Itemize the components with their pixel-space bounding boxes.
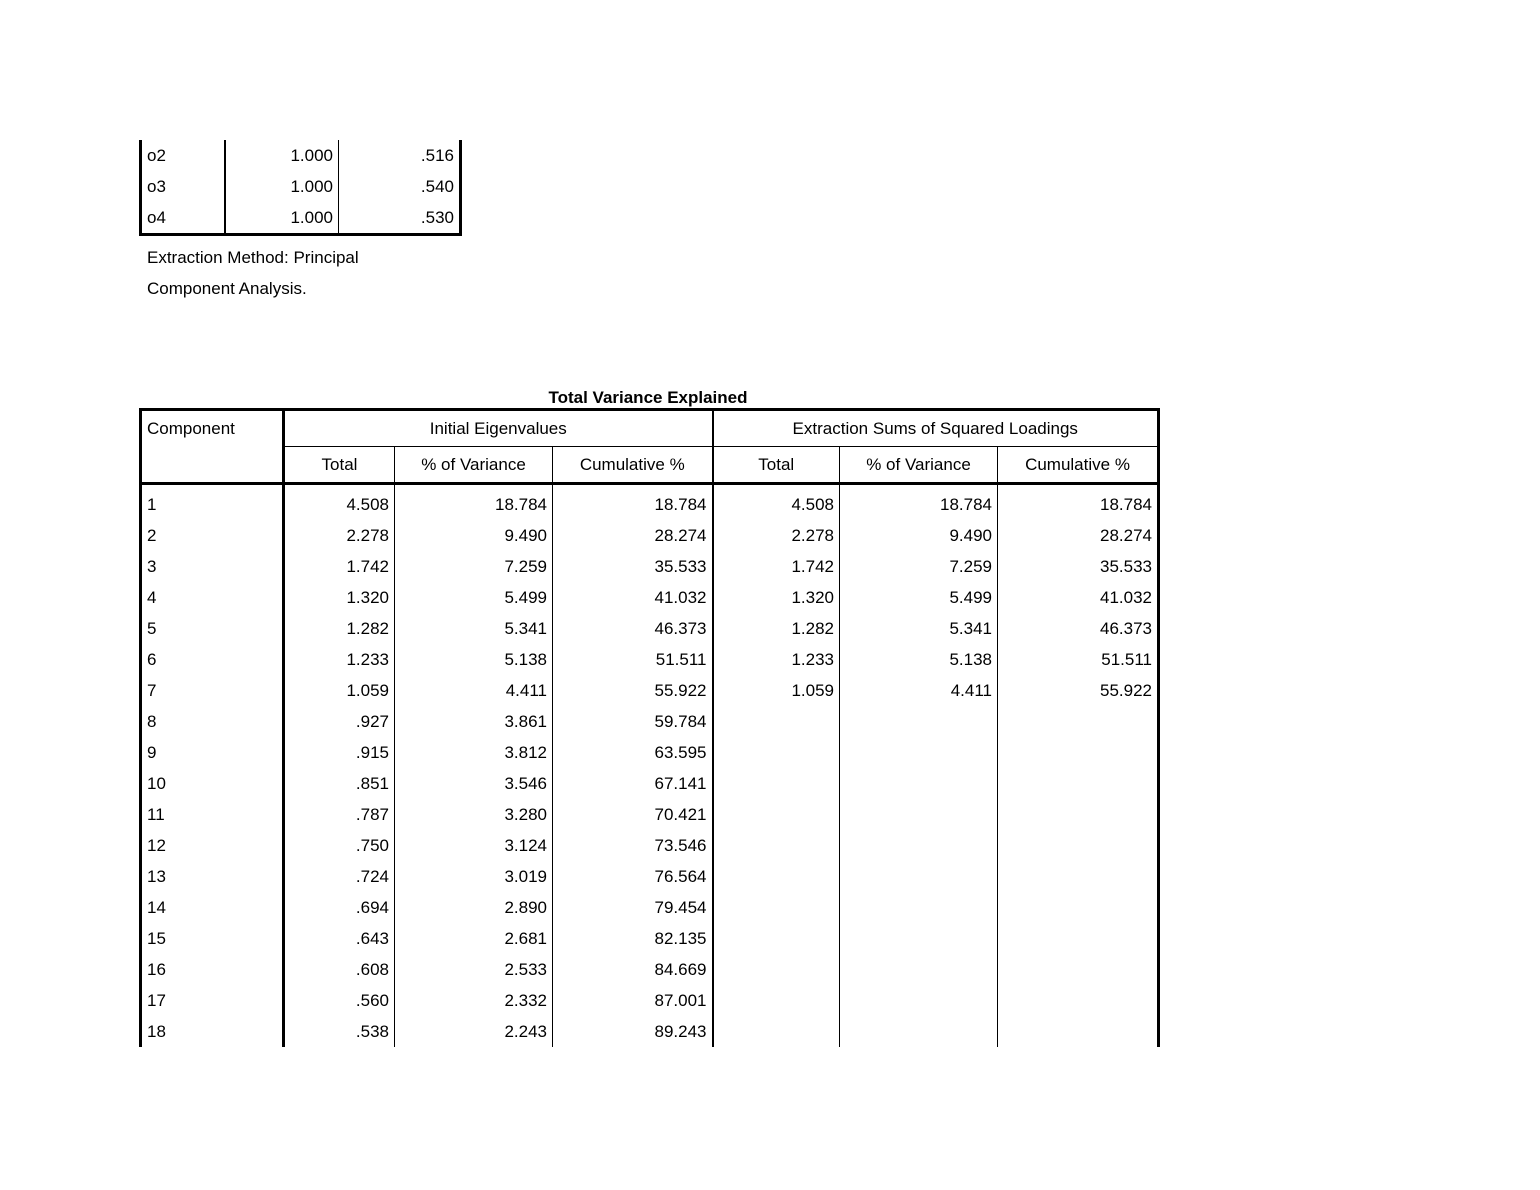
initial-total: .560 xyxy=(284,985,395,1016)
component-number: 10 xyxy=(141,768,284,799)
extraction-cumulative-pct xyxy=(998,706,1159,737)
initial-pct-variance: 2.890 xyxy=(395,892,553,923)
initial-cumulative-pct: 82.135 xyxy=(553,923,713,954)
initial-pct-variance: 3.280 xyxy=(395,799,553,830)
extraction-pct-variance xyxy=(840,954,998,985)
table-row xyxy=(141,830,1159,861)
initial-cumulative-pct: 28.274 xyxy=(553,520,713,551)
initial-pct-variance: 5.499 xyxy=(395,582,553,613)
total-variance-table xyxy=(139,408,1160,1047)
table-row xyxy=(141,202,461,235)
extraction-value: .516 xyxy=(339,140,461,171)
extraction-total xyxy=(713,954,840,985)
extraction-cumulative-pct: 18.784 xyxy=(998,484,1159,521)
extraction-total: 2.278 xyxy=(713,520,840,551)
extraction-cumulative-pct xyxy=(998,985,1159,1016)
component-number: 13 xyxy=(141,861,284,892)
initial-pct-variance: 3.019 xyxy=(395,861,553,892)
extraction-pct-variance xyxy=(840,923,998,954)
component-number: 4 xyxy=(141,582,284,613)
extraction-method-footnote-line1: Extraction Method: Principal xyxy=(147,248,359,267)
initial-pct-variance: 2.533 xyxy=(395,954,553,985)
initial-total: 2.278 xyxy=(284,520,395,551)
component-number: 5 xyxy=(141,613,284,644)
component-header: Component xyxy=(141,410,284,484)
initial-total: .608 xyxy=(284,954,395,985)
initial-total: .927 xyxy=(284,706,395,737)
table-row xyxy=(141,551,1159,582)
extraction-cumulative-pct: 51.511 xyxy=(998,644,1159,675)
initial-total: .851 xyxy=(284,768,395,799)
table-row xyxy=(141,484,1159,521)
extraction-pct-variance xyxy=(840,892,998,923)
initial-pct-variance: 18.784 xyxy=(395,484,553,521)
table-row xyxy=(141,954,1159,985)
initial-cumulative-pct: 76.564 xyxy=(553,861,713,892)
column-header: % of Variance xyxy=(395,447,553,484)
initial-pct-variance: 3.546 xyxy=(395,768,553,799)
initial-pct-variance: 4.411 xyxy=(395,675,553,706)
initial-pct-variance: 3.812 xyxy=(395,737,553,768)
extraction-value: .540 xyxy=(339,171,461,202)
extraction-total: 1.282 xyxy=(713,613,840,644)
initial-pct-variance: 5.341 xyxy=(395,613,553,644)
extraction-total: 1.059 xyxy=(713,675,840,706)
table-title: Total Variance Explained xyxy=(548,388,748,407)
initial-total: .787 xyxy=(284,799,395,830)
table-row xyxy=(141,892,1159,923)
extraction-pct-variance xyxy=(840,830,998,861)
initial-value: 1.000 xyxy=(225,140,339,171)
extraction-pct-variance xyxy=(840,985,998,1016)
extraction-pct-variance: 18.784 xyxy=(840,484,998,521)
initial-cumulative-pct: 87.001 xyxy=(553,985,713,1016)
initial-eigenvalues-header: Initial Eigenvalues xyxy=(284,410,713,447)
extraction-total xyxy=(713,737,840,768)
extraction-cumulative-pct: 46.373 xyxy=(998,613,1159,644)
extraction-total xyxy=(713,799,840,830)
initial-cumulative-pct: 59.784 xyxy=(553,706,713,737)
initial-pct-variance: 2.332 xyxy=(395,985,553,1016)
initial-total: 1.320 xyxy=(284,582,395,613)
table-row xyxy=(141,706,1159,737)
table-row xyxy=(141,613,1159,644)
extraction-total xyxy=(713,985,840,1016)
initial-cumulative-pct: 35.533 xyxy=(553,551,713,582)
table-row xyxy=(141,861,1159,892)
extraction-total: 1.320 xyxy=(713,582,840,613)
initial-pct-variance: 2.243 xyxy=(395,1016,553,1047)
extraction-pct-variance: 5.138 xyxy=(840,644,998,675)
initial-total: .724 xyxy=(284,861,395,892)
extraction-pct-variance xyxy=(840,706,998,737)
extraction-pct-variance: 5.341 xyxy=(840,613,998,644)
extraction-cumulative-pct xyxy=(998,737,1159,768)
component-number: 2 xyxy=(141,520,284,551)
initial-cumulative-pct: 18.784 xyxy=(553,484,713,521)
initial-cumulative-pct: 70.421 xyxy=(553,799,713,830)
component-number: 18 xyxy=(141,1016,284,1047)
extraction-total xyxy=(713,861,840,892)
initial-total: .915 xyxy=(284,737,395,768)
extraction-total xyxy=(713,706,840,737)
initial-cumulative-pct: 55.922 xyxy=(553,675,713,706)
extraction-pct-variance xyxy=(840,737,998,768)
initial-total: .750 xyxy=(284,830,395,861)
table-row xyxy=(141,985,1159,1016)
extraction-method-footnote-line2: Component Analysis. xyxy=(147,279,307,298)
extraction-total: 4.508 xyxy=(713,484,840,521)
table-row xyxy=(141,171,461,202)
table-row xyxy=(141,1016,1159,1047)
table-row xyxy=(141,582,1159,613)
extraction-total xyxy=(713,923,840,954)
table-body xyxy=(141,484,1159,1048)
extraction-pct-variance xyxy=(840,799,998,830)
component-number: 15 xyxy=(141,923,284,954)
initial-cumulative-pct: 84.669 xyxy=(553,954,713,985)
component-number: 1 xyxy=(141,484,284,521)
row-label: o2 xyxy=(141,140,226,171)
extraction-cumulative-pct: 35.533 xyxy=(998,551,1159,582)
initial-pct-variance: 3.861 xyxy=(395,706,553,737)
table-row xyxy=(141,644,1159,675)
component-number: 3 xyxy=(141,551,284,582)
component-number: 17 xyxy=(141,985,284,1016)
initial-cumulative-pct: 41.032 xyxy=(553,582,713,613)
initial-pct-variance: 2.681 xyxy=(395,923,553,954)
column-header: Total xyxy=(713,447,840,484)
extraction-total xyxy=(713,1016,840,1047)
table-row xyxy=(141,799,1159,830)
initial-value: 1.000 xyxy=(225,202,339,235)
initial-cumulative-pct: 89.243 xyxy=(553,1016,713,1047)
extraction-cumulative-pct xyxy=(998,799,1159,830)
extraction-pct-variance: 9.490 xyxy=(840,520,998,551)
initial-total: 4.508 xyxy=(284,484,395,521)
column-header: % of Variance xyxy=(840,447,998,484)
communalities-table xyxy=(139,140,462,236)
component-number: 16 xyxy=(141,954,284,985)
component-number: 14 xyxy=(141,892,284,923)
table-row xyxy=(141,675,1159,706)
component-number: 8 xyxy=(141,706,284,737)
initial-pct-variance: 3.124 xyxy=(395,830,553,861)
initial-pct-variance: 5.138 xyxy=(395,644,553,675)
initial-total: .538 xyxy=(284,1016,395,1047)
extraction-pct-variance xyxy=(840,768,998,799)
extraction-pct-variance xyxy=(840,861,998,892)
initial-total: 1.233 xyxy=(284,644,395,675)
extraction-cumulative-pct xyxy=(998,1016,1159,1047)
component-number: 11 xyxy=(141,799,284,830)
table-row xyxy=(141,768,1159,799)
initial-total: 1.059 xyxy=(284,675,395,706)
initial-value: 1.000 xyxy=(225,171,339,202)
extraction-pct-variance: 4.411 xyxy=(840,675,998,706)
component-number: 7 xyxy=(141,675,284,706)
initial-pct-variance: 7.259 xyxy=(395,551,553,582)
initial-cumulative-pct: 67.141 xyxy=(553,768,713,799)
extraction-pct-variance: 7.259 xyxy=(840,551,998,582)
extraction-loadings-header: Extraction Sums of Squared Loadings xyxy=(713,410,1159,447)
extraction-cumulative-pct xyxy=(998,954,1159,985)
extraction-cumulative-pct xyxy=(998,768,1159,799)
extraction-cumulative-pct xyxy=(998,923,1159,954)
component-number: 12 xyxy=(141,830,284,861)
initial-total: 1.742 xyxy=(284,551,395,582)
initial-cumulative-pct: 79.454 xyxy=(553,892,713,923)
header-row-groups xyxy=(141,410,1159,447)
extraction-value: .530 xyxy=(339,202,461,235)
initial-pct-variance: 9.490 xyxy=(395,520,553,551)
initial-total: .694 xyxy=(284,892,395,923)
extraction-cumulative-pct xyxy=(998,861,1159,892)
initial-total: 1.282 xyxy=(284,613,395,644)
table-row xyxy=(141,737,1159,768)
extraction-cumulative-pct: 41.032 xyxy=(998,582,1159,613)
extraction-pct-variance: 5.499 xyxy=(840,582,998,613)
component-number: 6 xyxy=(141,644,284,675)
header-row-columns xyxy=(141,447,1159,484)
extraction-cumulative-pct xyxy=(998,892,1159,923)
extraction-total xyxy=(713,830,840,861)
row-label: o3 xyxy=(141,171,226,202)
row-label: o4 xyxy=(141,202,226,235)
initial-cumulative-pct: 51.511 xyxy=(553,644,713,675)
extraction-cumulative-pct: 55.922 xyxy=(998,675,1159,706)
initial-cumulative-pct: 73.546 xyxy=(553,830,713,861)
extraction-cumulative-pct: 28.274 xyxy=(998,520,1159,551)
extraction-total xyxy=(713,768,840,799)
extraction-total: 1.233 xyxy=(713,644,840,675)
extraction-pct-variance xyxy=(840,1016,998,1047)
extraction-cumulative-pct xyxy=(998,830,1159,861)
table-row xyxy=(141,140,461,171)
component-number: 9 xyxy=(141,737,284,768)
column-header: Cumulative % xyxy=(998,447,1159,484)
column-header: Total xyxy=(284,447,395,484)
initial-total: .643 xyxy=(284,923,395,954)
extraction-total xyxy=(713,892,840,923)
column-header: Cumulative % xyxy=(553,447,713,484)
initial-cumulative-pct: 63.595 xyxy=(553,737,713,768)
table-row xyxy=(141,923,1159,954)
initial-cumulative-pct: 46.373 xyxy=(553,613,713,644)
table-row xyxy=(141,520,1159,551)
extraction-total: 1.742 xyxy=(713,551,840,582)
